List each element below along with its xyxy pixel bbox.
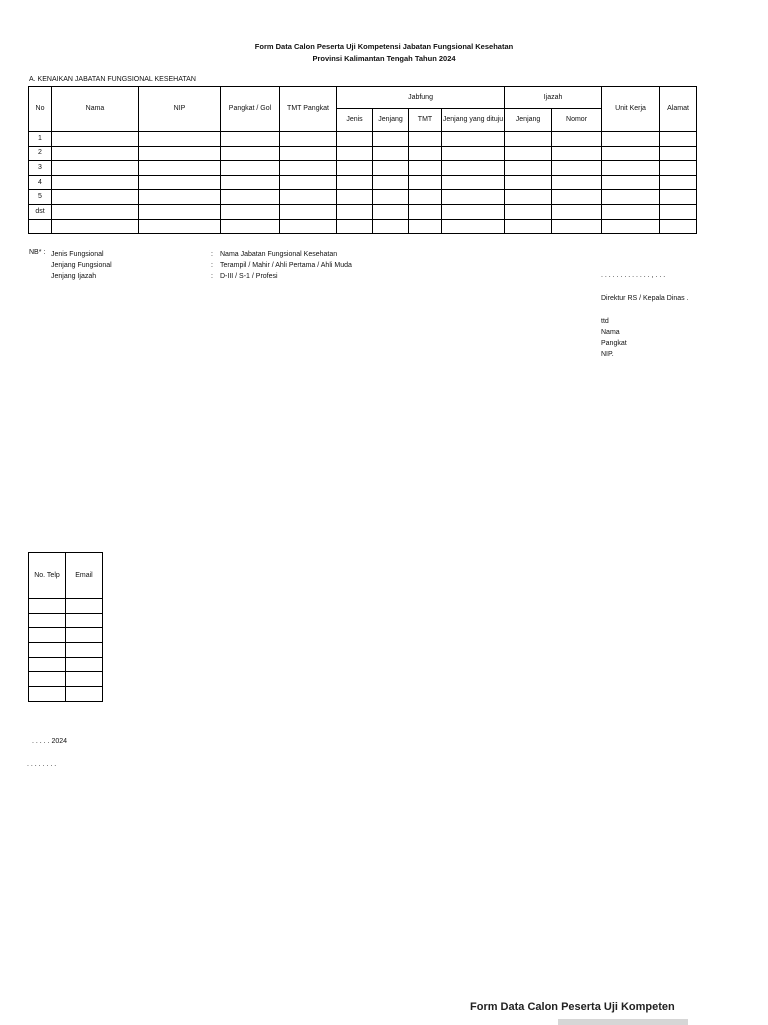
table-row bbox=[29, 599, 103, 614]
header-jabfung: Jabfung bbox=[337, 87, 505, 109]
table-cell bbox=[409, 219, 442, 234]
footer-dots: . . . . . . . . bbox=[27, 761, 57, 768]
table-cell bbox=[52, 190, 139, 205]
table-cell bbox=[409, 204, 442, 219]
header-jenis: Jenis bbox=[337, 109, 373, 132]
table-cell bbox=[66, 672, 103, 687]
table-cell bbox=[337, 146, 373, 161]
table-cell bbox=[52, 204, 139, 219]
table-cell bbox=[52, 132, 139, 147]
row-number: dst bbox=[29, 204, 52, 219]
table-cell bbox=[139, 175, 221, 190]
table-cell bbox=[139, 204, 221, 219]
note-colon: : bbox=[211, 251, 213, 258]
nb-prefix: NB* : bbox=[29, 249, 46, 256]
table-cell bbox=[442, 132, 505, 147]
row-number: 3 bbox=[29, 161, 52, 176]
table-cell bbox=[52, 219, 139, 234]
signer-position: Direktur RS / Kepala Dinas . bbox=[601, 295, 689, 302]
header-email: Email bbox=[66, 553, 103, 599]
table-row bbox=[29, 204, 697, 219]
table-cell bbox=[337, 132, 373, 147]
note-colon: : bbox=[211, 262, 213, 269]
header-ijazah: Ijazah bbox=[505, 87, 602, 109]
table-row bbox=[29, 219, 697, 234]
note-value: D-III / S-1 / Profesi bbox=[220, 273, 278, 280]
row-number: 4 bbox=[29, 175, 52, 190]
table-cell bbox=[442, 161, 505, 176]
table-cell bbox=[505, 204, 552, 219]
table-cell bbox=[602, 146, 660, 161]
table-cell bbox=[221, 146, 280, 161]
table-cell bbox=[552, 175, 602, 190]
table-cell bbox=[373, 132, 409, 147]
nip-label: NIP. bbox=[601, 351, 614, 358]
header-jenjang-dituju: Jenjang yang dituju bbox=[442, 109, 505, 132]
table-cell bbox=[552, 146, 602, 161]
table-cell bbox=[373, 161, 409, 176]
row-number: 5 bbox=[29, 190, 52, 205]
table-cell bbox=[66, 643, 103, 658]
header-tmt: TMT bbox=[409, 109, 442, 132]
table-cell bbox=[373, 175, 409, 190]
table-cell bbox=[29, 599, 66, 614]
table-cell bbox=[29, 613, 66, 628]
table-cell bbox=[373, 219, 409, 234]
table-cell bbox=[505, 219, 552, 234]
table-cell bbox=[337, 204, 373, 219]
table-cell bbox=[280, 219, 337, 234]
table-row bbox=[29, 132, 697, 147]
table-cell bbox=[660, 146, 697, 161]
header-nip: NIP bbox=[139, 87, 221, 132]
table-cell bbox=[29, 687, 66, 702]
table-cell bbox=[409, 132, 442, 147]
table-cell bbox=[337, 175, 373, 190]
note-label: Jenis Fungsional bbox=[51, 251, 104, 258]
table-cell bbox=[139, 132, 221, 147]
table-cell bbox=[442, 219, 505, 234]
table-cell bbox=[66, 628, 103, 643]
table-cell bbox=[373, 146, 409, 161]
table-cell bbox=[442, 146, 505, 161]
table-cell bbox=[337, 190, 373, 205]
header-telp: No. Telp bbox=[29, 553, 66, 599]
header-unit-kerja: Unit Kerja bbox=[602, 87, 660, 132]
table-row bbox=[29, 657, 103, 672]
table-cell bbox=[221, 219, 280, 234]
table-row bbox=[29, 672, 103, 687]
header-tmt-pangkat: TMT Pangkat bbox=[280, 87, 337, 132]
table-cell bbox=[602, 132, 660, 147]
ttd-label: ttd bbox=[601, 318, 609, 325]
table-cell bbox=[552, 204, 602, 219]
table-cell bbox=[660, 190, 697, 205]
table-cell bbox=[602, 175, 660, 190]
table-row bbox=[29, 643, 103, 658]
table-cell bbox=[52, 175, 139, 190]
notes-labels bbox=[51, 249, 112, 282]
header-ijazah-jenjang: Jenjang bbox=[505, 109, 552, 132]
header-nomor: Nomor bbox=[552, 109, 602, 132]
table-cell bbox=[280, 161, 337, 176]
table-cell bbox=[505, 161, 552, 176]
table-row bbox=[29, 161, 697, 176]
row-number bbox=[29, 219, 52, 234]
note-label: Jenjang Ijazah bbox=[51, 273, 97, 280]
table-cell bbox=[409, 161, 442, 176]
table-cell bbox=[505, 175, 552, 190]
table-cell bbox=[660, 132, 697, 147]
table-cell bbox=[552, 219, 602, 234]
table-row bbox=[29, 613, 103, 628]
form-title: Form Data Calon Peserta Uji Kompetensi Jabatan Fungsional Kesehatan bbox=[254, 42, 514, 51]
table-cell bbox=[660, 219, 697, 234]
header-alamat: Alamat bbox=[660, 87, 697, 132]
table-cell bbox=[660, 204, 697, 219]
header-pangkat: Pangkat / Gol bbox=[221, 87, 280, 132]
note-label: Jenjang Fungsional bbox=[51, 262, 112, 269]
table-cell bbox=[660, 161, 697, 176]
table-cell bbox=[602, 219, 660, 234]
table-cell bbox=[52, 161, 139, 176]
table-cell bbox=[442, 204, 505, 219]
header-jenjang: Jenjang bbox=[373, 109, 409, 132]
table-cell bbox=[280, 175, 337, 190]
table-cell bbox=[66, 687, 103, 702]
table-row bbox=[29, 687, 103, 702]
table-cell bbox=[66, 657, 103, 672]
table-row bbox=[29, 175, 697, 190]
table-cell bbox=[221, 204, 280, 219]
table-cell bbox=[280, 190, 337, 205]
table-cell bbox=[221, 161, 280, 176]
note-value: Nama Jabatan Fungsional Kesehatan bbox=[220, 251, 338, 258]
table-cell bbox=[66, 613, 103, 628]
table-cell bbox=[505, 190, 552, 205]
note-value: Terampil / Mahir / Ahli Pertama / Ahli Muda bbox=[220, 262, 352, 269]
table-row bbox=[29, 146, 697, 161]
table-cell bbox=[337, 219, 373, 234]
table-cell bbox=[139, 161, 221, 176]
footer-date: . . . . . 2024 bbox=[32, 738, 68, 745]
table-cell bbox=[602, 190, 660, 205]
table-cell bbox=[280, 132, 337, 147]
table-cell bbox=[221, 175, 280, 190]
table-cell bbox=[505, 146, 552, 161]
table-cell bbox=[139, 219, 221, 234]
table-cell bbox=[139, 190, 221, 205]
notes-values bbox=[220, 249, 352, 282]
table-cell bbox=[442, 175, 505, 190]
table-cell bbox=[602, 204, 660, 219]
table-cell bbox=[139, 146, 221, 161]
row-number: 2 bbox=[29, 146, 52, 161]
signature-block bbox=[601, 316, 627, 360]
table-cell bbox=[373, 190, 409, 205]
table-cell bbox=[337, 161, 373, 176]
header-nama: Nama bbox=[52, 87, 139, 132]
table-cell bbox=[221, 132, 280, 147]
pangkat-label: Pangkat bbox=[601, 340, 627, 347]
table-cell bbox=[660, 175, 697, 190]
form-subtitle: Provinsi Kalimantan Tengah Tahun 2024 bbox=[312, 54, 456, 63]
main-table bbox=[28, 86, 697, 234]
note-colon: : bbox=[211, 273, 213, 280]
table-cell bbox=[505, 132, 552, 147]
table-cell bbox=[409, 146, 442, 161]
table-cell bbox=[280, 204, 337, 219]
table-cell bbox=[29, 628, 66, 643]
table-cell bbox=[373, 204, 409, 219]
cropped-subtitle-fragment bbox=[558, 1019, 688, 1025]
table-row bbox=[29, 628, 103, 643]
table-cell bbox=[52, 146, 139, 161]
row-number: 1 bbox=[29, 132, 52, 147]
nama-label: Nama bbox=[601, 329, 620, 336]
table-cell bbox=[552, 132, 602, 147]
table-cell bbox=[221, 190, 280, 205]
cropped-title: Form Data Calon Peserta Uji Kompeten bbox=[470, 1001, 675, 1013]
section-label: A. KENAIKAN JABATAN FUNGSIONAL KESEHATAN bbox=[29, 76, 196, 83]
table-cell bbox=[409, 190, 442, 205]
notes-colons bbox=[211, 249, 213, 282]
table-cell bbox=[29, 672, 66, 687]
table-cell bbox=[409, 175, 442, 190]
table-cell bbox=[442, 190, 505, 205]
table-row bbox=[29, 190, 697, 205]
table-cell bbox=[280, 146, 337, 161]
table-cell bbox=[552, 190, 602, 205]
table-cell bbox=[66, 599, 103, 614]
table-cell bbox=[552, 161, 602, 176]
header-no: No bbox=[29, 87, 52, 132]
table-cell bbox=[29, 657, 66, 672]
table-cell bbox=[29, 643, 66, 658]
contact-table bbox=[28, 552, 103, 702]
place-date: . . . . . . . . . . . . . , . . . bbox=[601, 272, 666, 279]
table-cell bbox=[602, 161, 660, 176]
